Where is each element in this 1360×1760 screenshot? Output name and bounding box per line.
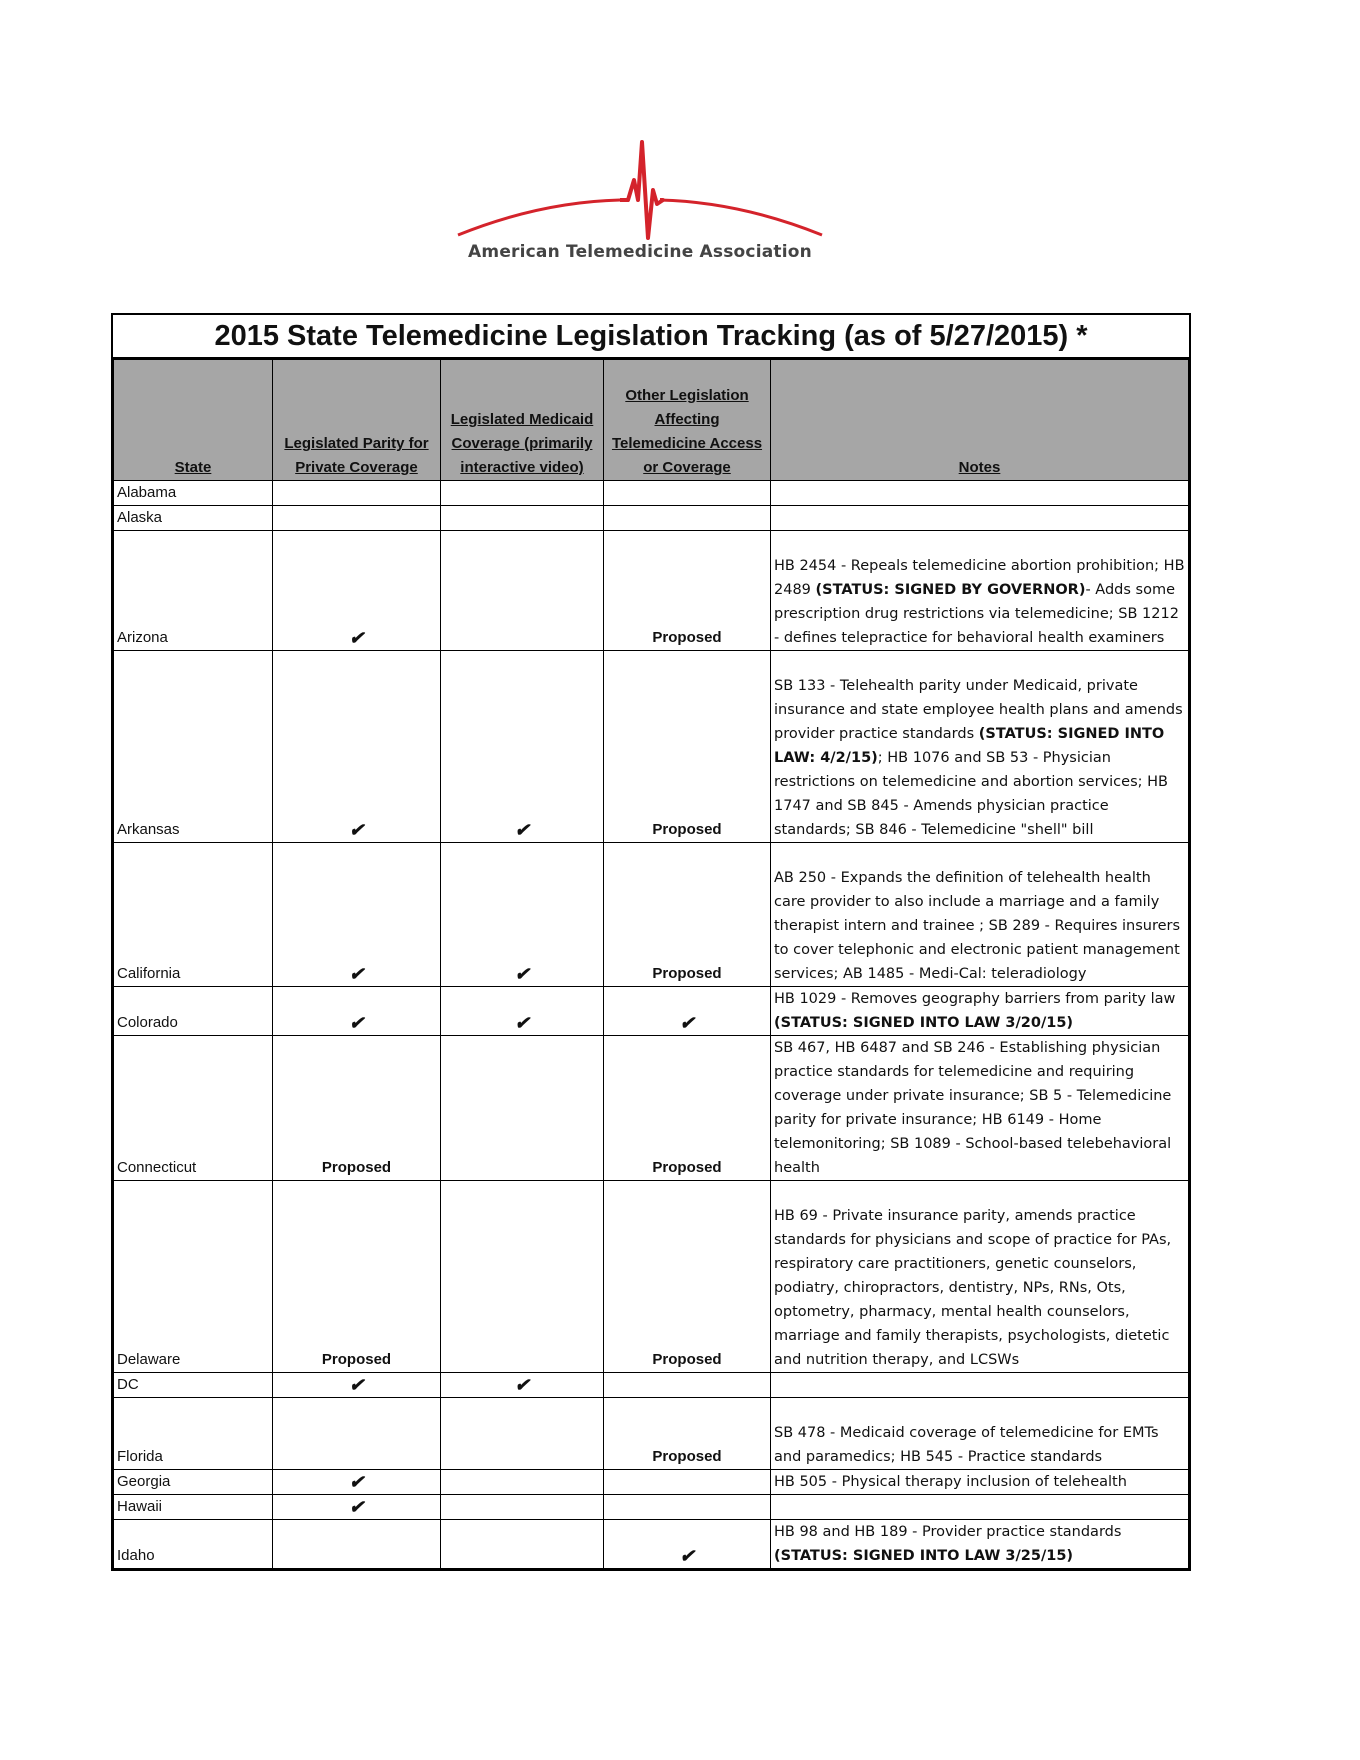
parity-cell: ✔ bbox=[273, 1373, 441, 1398]
parity-cell: ✔ bbox=[273, 1495, 441, 1520]
table-row bbox=[114, 1520, 1189, 1569]
other-cell: Proposed bbox=[604, 843, 771, 987]
ata-logo bbox=[440, 140, 840, 290]
status-text: (STATUS: SIGNED INTO LAW 3/25/15) bbox=[774, 1548, 1074, 1564]
notes-cell: HB 2454 - Repeals telemedicine abortion prohibition; HB 2489 (STATUS: SIGNED BY GOVERNOR)- Adds some prescription drug restrictions via telemedicine; SB 1212 - defines telepractice for behavioral health examiners bbox=[771, 531, 1189, 651]
col-header-notes: Notes bbox=[771, 360, 1189, 481]
parity-cell bbox=[273, 481, 441, 506]
other-cell: Proposed bbox=[604, 531, 771, 651]
parity-cell: ✔ bbox=[273, 843, 441, 987]
legislation-table-frame bbox=[111, 313, 1191, 1571]
state-cell: Georgia bbox=[114, 1470, 273, 1495]
status-text: (STATUS: SIGNED INTO LAW: 4/2/15) bbox=[774, 726, 1165, 766]
parity-cell bbox=[273, 1398, 441, 1470]
notes-cell: HB 505 - Physical therapy inclusion of telehealth bbox=[771, 1470, 1189, 1495]
table-row bbox=[114, 531, 1189, 651]
col-header-other: Other Legislation Affecting Telemedicine Access or Coverage bbox=[604, 360, 771, 481]
state-cell: Florida bbox=[114, 1398, 273, 1470]
medicaid-cell bbox=[441, 481, 604, 506]
table-row bbox=[114, 1495, 1189, 1520]
org-name: American Telemedicine Association bbox=[468, 242, 812, 262]
medicaid-cell bbox=[441, 506, 604, 531]
page-title: 2015 State Telemedicine Legislation Tracking (as of 5/27/2015) * bbox=[113, 315, 1189, 359]
state-cell: Arkansas bbox=[114, 651, 273, 843]
state-cell: Idaho bbox=[114, 1520, 273, 1569]
col-header-medicaid: Legislated Medicaid Coverage (primarily interactive video) bbox=[441, 360, 604, 481]
medicaid-cell bbox=[441, 1520, 604, 1569]
state-cell: Alaska bbox=[114, 506, 273, 531]
table-row bbox=[114, 1036, 1189, 1181]
notes-cell bbox=[771, 1373, 1189, 1398]
parity-cell: Proposed bbox=[273, 1181, 441, 1373]
table-row bbox=[114, 987, 1189, 1036]
table-row bbox=[114, 1181, 1189, 1373]
table-row bbox=[114, 506, 1189, 531]
medicaid-cell bbox=[441, 1036, 604, 1181]
table-row bbox=[114, 651, 1189, 843]
parity-cell bbox=[273, 506, 441, 531]
medicaid-cell bbox=[441, 1181, 604, 1373]
status-text: (STATUS: SIGNED INTO LAW 3/20/15) bbox=[774, 1015, 1074, 1031]
table-row bbox=[114, 481, 1189, 506]
notes-cell: SB 467, HB 6487 and SB 246 - Establishing physician practice standards for telemedicine and requiring coverage under private insurance; SB 5 - Telemedicine parity for private insurance; HB 6149 - Home telemonitoring; SB 1089 - School-based telebehavioral health bbox=[771, 1036, 1189, 1181]
table-body bbox=[114, 481, 1189, 1569]
notes-cell: HB 98 and HB 189 - Provider practice standards (STATUS: SIGNED INTO LAW 3/25/15) bbox=[771, 1520, 1189, 1569]
parity-cell: ✔ bbox=[273, 651, 441, 843]
medicaid-cell: ✔ bbox=[441, 843, 604, 987]
table-row bbox=[114, 1373, 1189, 1398]
col-header-state: State bbox=[114, 360, 273, 481]
state-cell: California bbox=[114, 843, 273, 987]
other-cell: Proposed bbox=[604, 1398, 771, 1470]
other-cell: Proposed bbox=[604, 1181, 771, 1373]
medicaid-cell bbox=[441, 1398, 604, 1470]
table-row bbox=[114, 1470, 1189, 1495]
other-cell bbox=[604, 1470, 771, 1495]
medicaid-cell: ✔ bbox=[441, 1373, 604, 1398]
parity-cell: ✔ bbox=[273, 531, 441, 651]
parity-cell: ✔ bbox=[273, 1470, 441, 1495]
other-cell: ✔ bbox=[604, 987, 771, 1036]
notes-cell bbox=[771, 481, 1189, 506]
state-cell: Colorado bbox=[114, 987, 273, 1036]
notes-cell: SB 478 - Medicaid coverage of telemedicine for EMTs and paramedics; HB 545 - Practice standards bbox=[771, 1398, 1189, 1470]
notes-cell bbox=[771, 506, 1189, 531]
notes-cell bbox=[771, 1495, 1189, 1520]
table-row bbox=[114, 1398, 1189, 1470]
other-cell: Proposed bbox=[604, 651, 771, 843]
table-header-row bbox=[114, 360, 1189, 481]
state-cell: DC bbox=[114, 1373, 273, 1398]
col-header-parity: Legislated Parity for Private Coverage bbox=[273, 360, 441, 481]
legislation-table bbox=[113, 359, 1189, 1569]
heartbeat-logo-icon bbox=[450, 140, 830, 244]
state-cell: Delaware bbox=[114, 1181, 273, 1373]
state-cell: Connecticut bbox=[114, 1036, 273, 1181]
parity-cell bbox=[273, 1520, 441, 1569]
other-cell: ✔ bbox=[604, 1520, 771, 1569]
status-text: (STATUS: SIGNED BY GOVERNOR) bbox=[815, 582, 1086, 598]
other-cell bbox=[604, 1373, 771, 1398]
medicaid-cell bbox=[441, 1495, 604, 1520]
table-row bbox=[114, 843, 1189, 987]
parity-cell: ✔ bbox=[273, 987, 441, 1036]
medicaid-cell bbox=[441, 531, 604, 651]
parity-cell: Proposed bbox=[273, 1036, 441, 1181]
notes-cell: HB 1029 - Removes geography barriers from parity law (STATUS: SIGNED INTO LAW 3/20/15) bbox=[771, 987, 1189, 1036]
medicaid-cell bbox=[441, 1470, 604, 1495]
notes-cell: HB 69 - Private insurance parity, amends practice standards for physicians and scope of practice for PAs, respiratory care practitioners, genetic counselors, podiatry, chiropractors, dentistry, NPs, RNs, Ots, optometry, pharmacy, mental health counselors, marriage and family therapists, psychologists, dietetic and nutrition therapy, and LCSWs bbox=[771, 1181, 1189, 1373]
state-cell: Hawaii bbox=[114, 1495, 273, 1520]
other-cell bbox=[604, 1495, 771, 1520]
other-cell bbox=[604, 481, 771, 506]
state-cell: Alabama bbox=[114, 481, 273, 506]
other-cell bbox=[604, 506, 771, 531]
notes-cell: AB 250 - Expands the definition of telehealth health care provider to also include a marriage and a family therapist intern and trainee ; SB 289 - Requires insurers to cover telephonic and electronic patient management services; AB 1485 - Medi-Cal: teleradiology bbox=[771, 843, 1189, 987]
state-cell: Arizona bbox=[114, 531, 273, 651]
notes-cell: SB 133 - Telehealth parity under Medicaid, private insurance and state employee health plans and amends provider practice standards (STATUS: SIGNED INTO LAW: 4/2/15); HB 1076 and SB 53 - Physician restrictions on telemedicine and abortion services; HB 1747 and SB 845 - Amends physician practice standards; SB 846 - Telemedicine "shell" bill bbox=[771, 651, 1189, 843]
medicaid-cell: ✔ bbox=[441, 987, 604, 1036]
other-cell: Proposed bbox=[604, 1036, 771, 1181]
medicaid-cell: ✔ bbox=[441, 651, 604, 843]
